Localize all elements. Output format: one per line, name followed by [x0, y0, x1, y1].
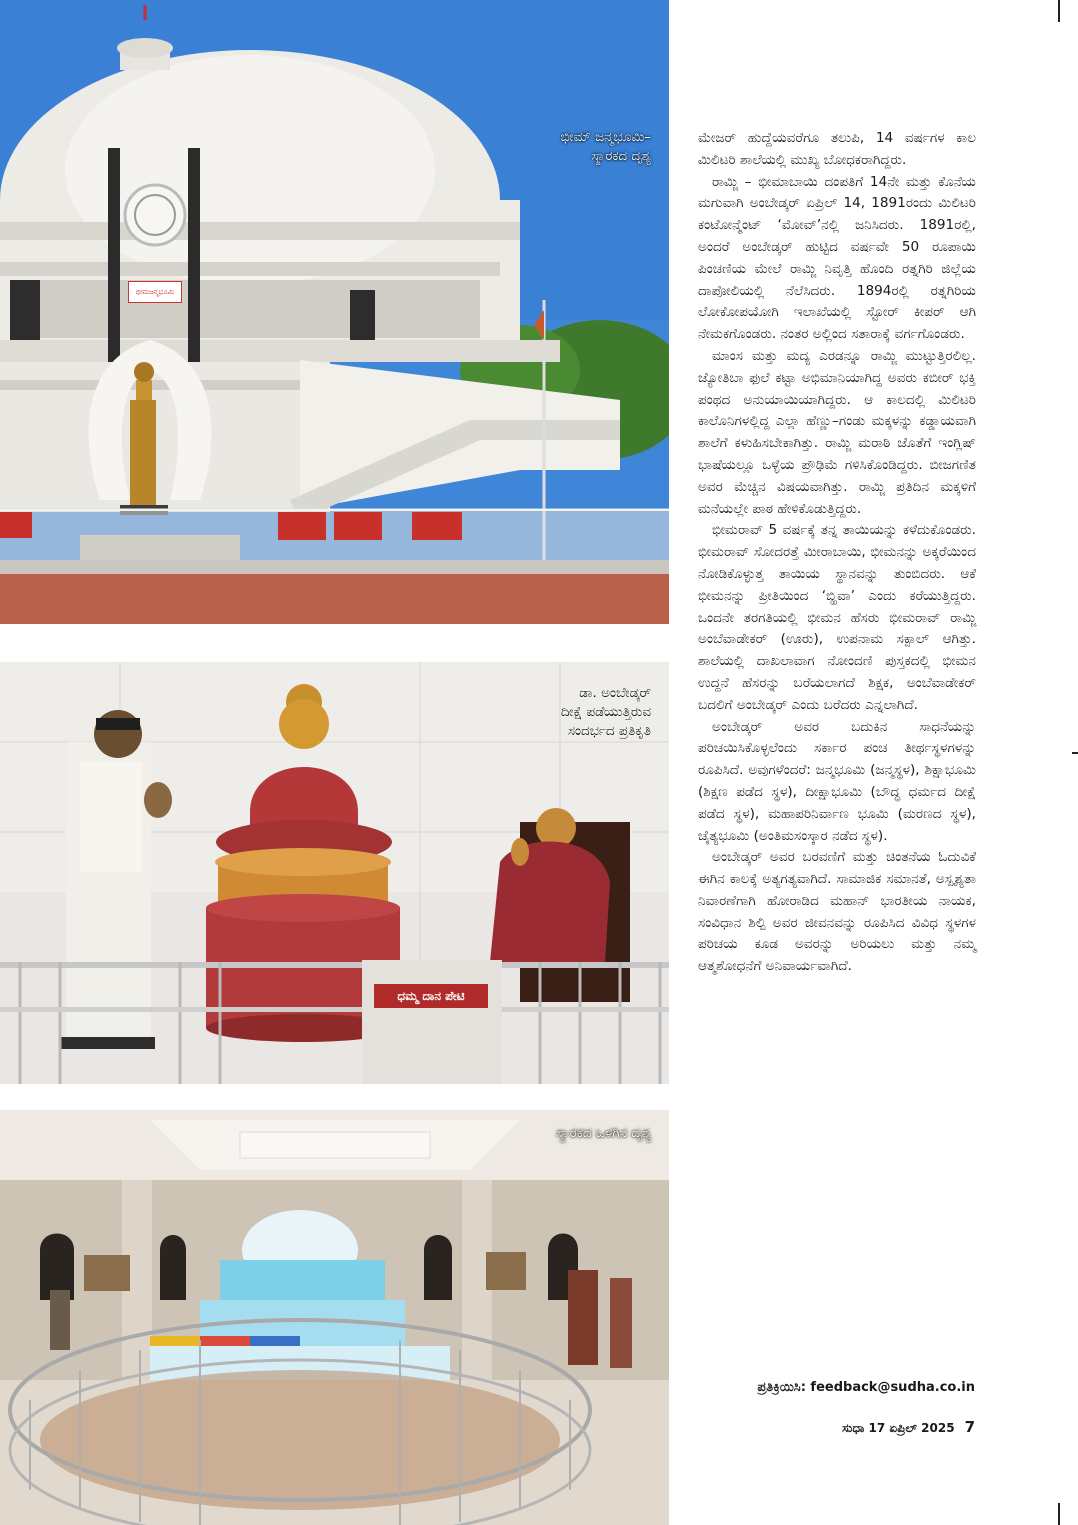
photo-caption: ಸ್ಮಾರಕದ ಒಳಗಿನ ದೃಶ್ಯ: [555, 1125, 651, 1141]
folio-text: ಸುಧಾ 17 ಏಪ್ರಿಲ್ 2025: [842, 1421, 955, 1435]
photo-memorial-interior: [0, 1110, 669, 1525]
donation-box-sign: ಧಮ್ಮ ದಾನ ಪೇಟಿ: [374, 984, 488, 1008]
crop-mark: [1058, 0, 1060, 22]
article-paragraph: ಭೀಮರಾವ್ 5 ವರ್ಷಕ್ಕೆ ತನ್ನ ತಾಯಿಯನ್ನು ಕಳೆದುಕೊಂಡರು. ಭೀಮರಾವ್ ಸೋದರತ್ತೆ ಮೀರಾಬಾಯಿ, ಭೀಮನನ್ನು ಅಕ್ಕರೆಯಿಂದ ನೋಡಿಕೊಳ್ಳುತ್ತ ತಾಯಿಯ ಸ್ಥಾನವನ್ನು ತುಂಬಿದರು. ಆಕೆ ಭೀಮನನ್ನು ಪ್ರೀತಿಯಿಂದ ‘ಬ್ಹಿವಾ’ ಎಂದು ಕರೆಯುತ್ತಿದ್ದರು. ಒಂದನೇ ತರಗತಿಯಲ್ಲಿ ಭೀಮನ ಹೆಸರು ಭೀಮರಾವ್ ರಾಮ್ಜಿ ಅಂಬೆವಾಡೇಕರ್ (ಊರು), ಉಪನಾಮ ಸಕ್ಪಾಲ್ ಆಗಿತ್ತು. ಶಾಲೆಯಲ್ಲಿ ದಾಖಲಾವಾಗ ನೋಂದಣಿ ಪುಸ್ತಕದಲ್ಲಿ ಭೀಮನ ಉದ್ದನೆ ಹೆಸರನ್ನು ಬರೆಯಲಾಗದೆ ಶಿಕ್ಷಕ, ಅಂಬೆವಾಡೇಕರ್ ಬದಲಿಗೆ ಅಂಬೇಡ್ಕರ್ ಎಂದು ಬರೆದರು ಎನ್ನಲಾಗಿದೆ.: [698, 522, 976, 713]
page-number: 7: [964, 1418, 975, 1436]
photo-diksha-replica: [0, 662, 669, 1084]
photo-caption: ಭೀಮ್ ಜನ್ಮಭೂಮಿ– ಸ್ಮಾರಕದ ದೃಶ್ಯ: [560, 129, 651, 164]
photo-memorial-exterior: [0, 0, 669, 624]
article-paragraph: ಮೇಜರ್ ಹುದ್ದೆಯವರೆಗೂ ತಲುಪಿ, 14 ವರ್ಷಗಳ ಕಾಲ ಮಿಲಿಟರಿ ಶಾಲೆಯಲ್ಲಿ ಮುಖ್ಯ ಬೋಧಕರಾಗಿದ್ದರು.: [698, 130, 976, 168]
photo-caption: ಡಾ. ಅಂಬೇಡ್ಕರ್ ದೀಕ್ಷೆ ಪಡೆಯುತ್ತಿರುವ ಸಂದರ್ಭದ ಪ್ರತಿಕೃತಿ: [560, 685, 651, 739]
crop-mark: [1058, 1503, 1060, 1525]
article-paragraph: ಅಂಬೇಡ್ಕರ್ ಅವರ ಬದುಕಿನ ಸಾಧನೆಯನ್ನು ಪರಿಚಯಿಸಿಕೊಳ್ಳಲೆಂದು ಸರ್ಕಾರ ಪಂಚ ತೀರ್ಥಸ್ಥಳಗಳನ್ನು ರೂಪಿಸಿದೆ. ಅವುಗಳೆಂದರೆ: ಜನ್ಮಭೂಮಿ (ಜನ್ಮಸ್ಥಳ), ಶಿಕ್ಷಾಭೂಮಿ (ಶಿಕ್ಷಣ ಪಡೆದ ಸ್ಥಳ), ದೀಕ್ಷಾಭೂಮಿ (ಬೌದ್ಧ ಧರ್ಮದ ದೀಕ್ಷೆ ಪಡೆದ ಸ್ಥಳ), ಮಹಾಪರಿನಿರ್ವಾಣ ಭೂಮಿ (ಮರಣದ ಸ್ಥಳ), ಚೈತ್ಯಭೂಮಿ (ಅಂತಿಮಸಂಸ್ಕಾರ ನಡೆದ ಸ್ಥಳ).: [698, 718, 976, 844]
article-paragraph: ಅಂಬೇಡ್ಕರ್ ಅವರ ಬರವಣಿಗೆ ಮತ್ತು ಚಿಂತನೆಯ ಓದುವಿಕೆ ಈಗಿನ ಕಾಲಕ್ಕೆ ಅತ್ಯಗತ್ಯವಾಗಿದೆ. ಸಾಮಾಜಿಕ ಸಮಾನತೆ, ಅಸ್ಪೃಶ್ಯತಾ ನಿವಾರಣೆಗಾಗಿ ಹೋರಾಡಿದ ಮಹಾನ್ ಭಾರತೀಯ ನಾಯಕ, ಸಂವಿಧಾನ ಶಿಲ್ಪಿ ಅವರ ಜೀವನವನ್ನು ರೂಪಿಸಿದ ವಿವಿಧ ಸ್ಥಳಗಳ ಪರಿಚಯ ಕೂಡ ಅವರನ್ನು ಅರಿಯಲು ಮತ್ತು ನಮ್ಮ ಆತ್ಮಶೋಧನೆಗೆ ಅನಿವಾರ್ಯವಾಗಿದೆ.: [698, 849, 976, 975]
article-paragraph: ಮಾಂಸ ಮತ್ತು ಮದ್ಯ ಎರಡನ್ನೂ ರಾಮ್ಜಿ ಮುಟ್ಟುತ್ತಿರಲಿಲ್ಲ. ಜ್ಯೋತಿಬಾ ಫುಲೆ ಕಟ್ಟಾ ಅಭಿಮಾನಿಯಾಗಿದ್ದ ಅವರು ಕಬೀರ್ ಭಕ್ತಿ ಪಂಥದ ಅನುಯಾಯಿಯಾಗಿದ್ದರು. ಆ ಕಾಲದಲ್ಲಿ ಮಿಲಿಟರಿ ಕಾಲೊನಿಗಳಲ್ಲಿದ್ದ ಎಲ್ಲಾ ಹೆಣ್ಣು–ಗಂಡು ಮಕ್ಕಳನ್ನು ಕಡ್ಡಾಯವಾಗಿ ಶಾಲೆಗೆ ಕಳುಹಿಸಬೇಕಾಗಿತ್ತು. ರಾಮ್ಜಿ ಮರಾಠಿ ಜೊತೆಗೆ ಇಂಗ್ಲಿಷ್ ಭಾಷೆಯಲ್ಲೂ ಒಳ್ಳೆಯ ಪ್ರೌಢಿಮೆ ಗಳಿಸಿಕೊಂಡಿದ್ದರು. ಬೀಜಗಣಿತ ಅವರ ಮೆಚ್ಚಿನ ವಿಷಯವಾಗಿತ್ತು. ರಾಮ್ಜಿ ಪ್ರತಿದಿನ ಮಕ್ಕಳಿಗೆ ಮನೆಯಲ್ಲೇ ಪಾಠ ಹೇಳಿಕೊಡುತ್ತಿದ್ದರು.: [698, 347, 976, 517]
article-paragraph: ರಾಮ್ಜಿ – ಭೀಮಾಬಾಯಿ ದಂಪತಿಗೆ 14ನೇ ಮತ್ತು ಕೊನೆಯ ಮಗುವಾಗಿ ಅಂಬೇಡ್ಕರ್ ಏಪ್ರಿಲ್ 14, 1891ರಂದು ಮಿಲಿಟರಿ ಕಂಟೋನ್ಮೆಂಟ್ ‘ಮೋವ್’ನಲ್ಲಿ ಜನಿಸಿದರು. 1891ರಲ್ಲಿ, ಅಂದರೆ ಅಂಬೇಡ್ಕರ್ ಹುಟ್ಟಿದ ವರ್ಷವೇ 50 ರೂಪಾಯಿ ಪಿಂಚಣಿಯ ಮೇಲೆ ರಾಮ್ಜಿ ನಿವೃತ್ತಿ ಹೊಂದಿ ರತ್ನಗಿರಿ ಜಿಲ್ಲೆಯ ದಾಪೋಲಿಯಲ್ಲಿ ನೆಲೆಸಿದರು. 1894ರಲ್ಲಿ ರತ್ನಗಿರಿಯ ಲೋಕೋಪಯೋಗಿ ಇಲಾಖೆಯಲ್ಲಿ ಸ್ಟೋರ್ ಕೀಪರ್ ಆಗಿ ನೇಮಕಗೊಂಡರು. ನಂತರ ಅಲ್ಲಿಂದ ಸತಾರಾಕ್ಕೆ ವರ್ಗಗೊಂಡರು.: [698, 173, 976, 343]
article-body: [698, 128, 976, 978]
crop-mark: [1072, 752, 1078, 754]
page-folio: [842, 1418, 975, 1436]
feedback-line: ಪ್ರತಿಕ್ರಿಯಿಸಿ: feedback@sudha.co.in: [757, 1380, 975, 1395]
memorial-board-sign: ಭೀಮಜನ್ಮಭೂಮಿ: [128, 281, 182, 303]
